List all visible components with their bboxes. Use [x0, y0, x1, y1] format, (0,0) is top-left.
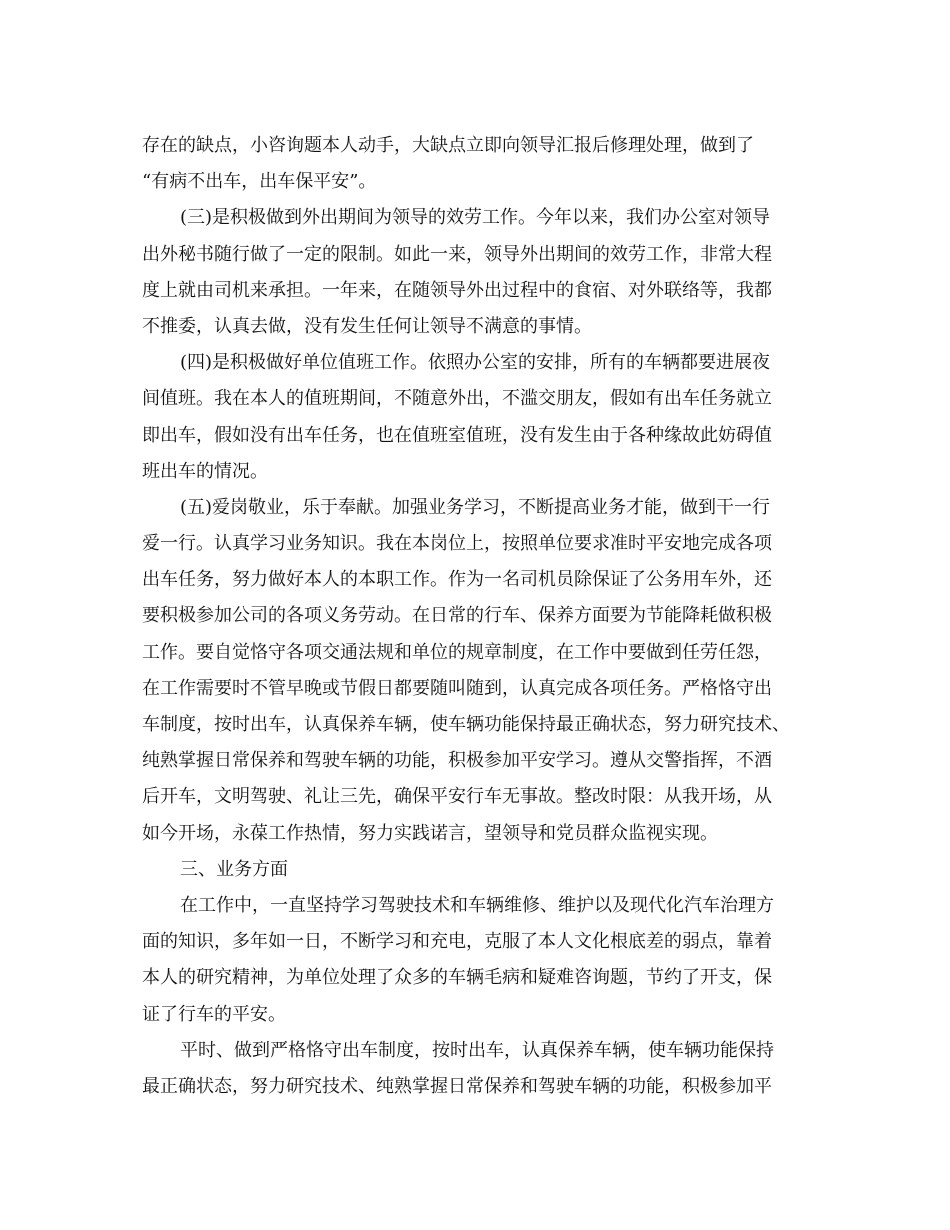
document-line: “有病不出车，出车保平安”。 — [142, 171, 377, 193]
document-line: 爱一行。认真学习业务知识。我在本岗位上，按照单位要求准时平安地完成各项 — [142, 533, 772, 555]
document-line: 最正确状态，努力研究技术、纯熟掌握日常保养和驾驶车辆的功能，积极参加平 — [142, 1075, 772, 1097]
document-line: 后开车，文明驾驶、礼让三先，确保平安行车无事故。整改时限：从我开场，从 — [142, 786, 772, 808]
document-line: 度上就由司机来承担。一年来，在随领导外出过程中的食宿、对外联络等，我都 — [142, 279, 772, 301]
document-line: 三、业务方面 — [180, 858, 288, 880]
document-line: 存在的缺点，小咨询题本人动手，大缺点立即向领导汇报后修理处理，做到了 — [142, 135, 754, 156]
document-line: 出外秘书随行做了一定的限制。如此一来，领导外出期间的效劳工作，非常大程 — [142, 243, 772, 265]
document-line: 本人的研究精神，为单位处理了众多的车辆毛病和疑难咨询题，节约了开支，保 — [142, 967, 772, 989]
document-line: 在工作需要时不管早晚或节假日都要随叫随到，认真完成各项任务。严格恪守出 — [142, 677, 772, 699]
document-line: 平时、做到严格恪守出车制度，按时出车，认真保养车辆，使车辆功能保持 — [180, 1039, 774, 1061]
document-line: (五)爱岗敬业，乐于奉献。加强业务学习，不断提高业务才能，做到干一行 — [180, 496, 771, 518]
document-line: 间值班。我在本人的值班期间，不随意外出，不滥交朋友，假如有出车任务就立 — [142, 388, 772, 410]
document-body — [142, 128, 810, 1105]
document-line: 要积极参加公司的各项义务劳动。在日常的行车、保养方面要为节能降耗做积极 — [142, 605, 772, 627]
document-line: 不推委，认真去做，没有发生任何让领导不满意的事情。 — [142, 315, 592, 337]
document-line: (四)是积极做好单位值班工作。依照办公室的安排，所有的车辆都要进展夜 — [180, 352, 771, 374]
document-line: (三)是积极做到外出期间为领导的效劳工作。今年以来，我们办公室对领导 — [180, 207, 771, 229]
document-line: 出车任务，努力做好本人的本职工作。作为一名司机员除保证了公务用车外，还 — [142, 569, 772, 591]
document-line: 即出车，假如没有出车任务，也在值班室值班，没有发生由于各种缘故此妨碍值 — [142, 424, 772, 446]
document-line: 在工作中，一直坚持学习驾驶技术和车辆维修、维护以及现代化汽车治理方 — [180, 894, 774, 916]
document-line: 如今开场，永葆工作热情，努力实践诺言，望领导和党员群众监视实现。 — [142, 822, 718, 844]
document-line: 证了行车的平安。 — [142, 1003, 286, 1025]
document-line: 班出车的情况。 — [142, 460, 268, 482]
document-line: 工作。要自觉恪守各项交通法规和单位的规章制度，在工作中要做到任劳任怨， — [142, 641, 772, 663]
document-line: 纯熟掌握日常保养和驾驶车辆的功能，积极参加平安学习。遵从交警指挥，不酒 — [142, 750, 772, 772]
document-line: 车制度，按时出车，认真保养车辆，使车辆功能保持最正确状态，努力研究技术、 — [142, 714, 790, 735]
document-line: 面的知识，多年如一日，不断学习和充电，克服了本人文化根底差的弱点，靠着 — [142, 931, 772, 953]
